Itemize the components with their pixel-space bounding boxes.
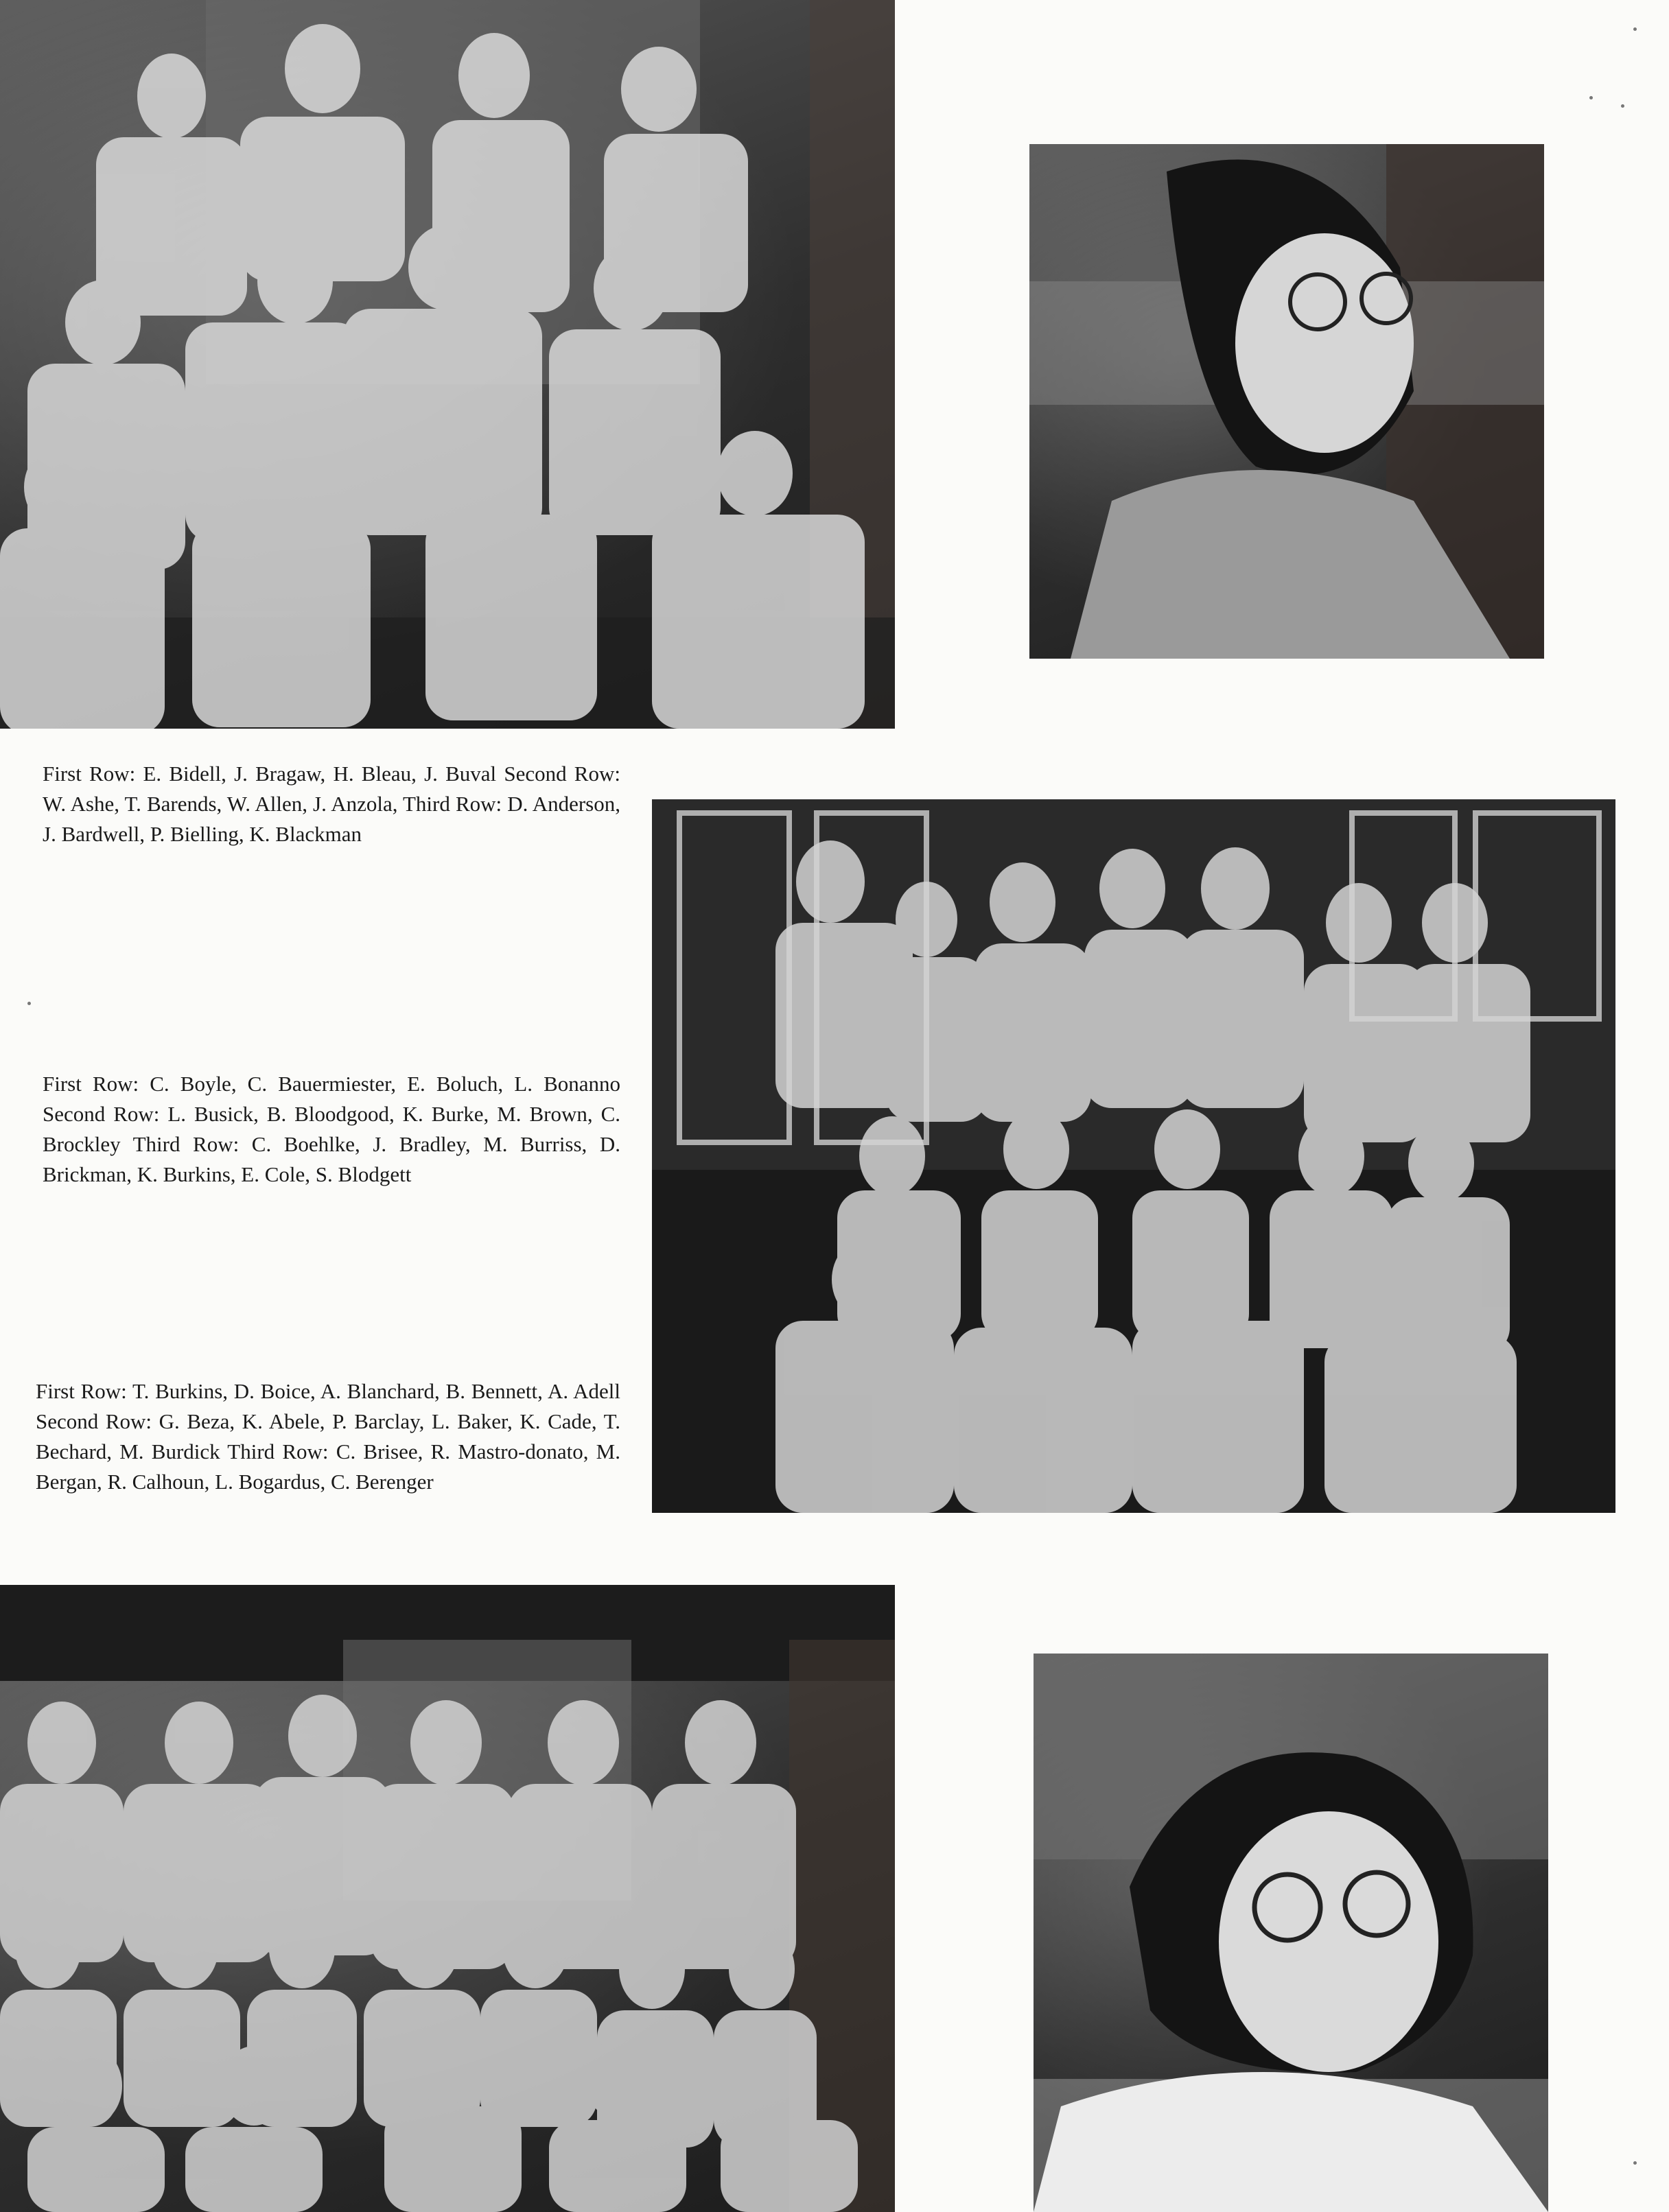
group-photo-2: [652, 799, 1615, 1513]
group-photo-3-figures: [0, 1585, 895, 2212]
group-photo-3: [0, 1585, 895, 2212]
scan-speck: [1621, 104, 1624, 108]
scan-speck: [1589, 96, 1593, 99]
group-photo-1-figures: [0, 0, 895, 729]
candid-photo-boy-glasses: [1029, 144, 1544, 659]
candid-photo-girl-glasses: [1034, 1654, 1548, 2212]
candid-photo-girl-glasses-figure: [1034, 1654, 1548, 2212]
scan-speck: [1633, 2161, 1637, 2165]
group-photo-1: [0, 0, 895, 729]
group-photo-2-figures: [652, 799, 1615, 1513]
candid-photo-boy-glasses-figure: [1029, 144, 1544, 659]
scan-speck: [27, 1002, 31, 1005]
caption-group-1: First Row: E. Bidell, J. Bragaw, H. Bleau, J. Buval Second Row: W. Ashe, T. Barends, W. Allen, J. Anzola, Third Row: D. Anderson, J. Bardwell, P. Bielling, K. Blackman: [43, 762, 620, 846]
scan-speck: [1633, 27, 1637, 31]
caption-group-3: First Row: T. Burkins, D. Boice, A. Blanchard, B. Bennett, A. Adell Second Row: G. Beza, K. Abele, P. Barclay, L. Baker, K. Cade, T. Bechard, M. Burdick Third Row: C. Brisee, R. Mastro-donato, M. Bergan, R. Calhoun, L. Bogardus, C. Berenger: [36, 1379, 620, 1494]
caption-group-2: First Row: C. Boyle, C. Bauermiester, E. Boluch, L. Bonanno Second Row: L. Busick, B. Bloodgood, K. Burke, M. Brown, C. Brockley Third Row: C. Boehlke, J. Bradley, M. Burriss, D. Brickman, K. Burkins, E. Cole, S. Blodgett: [43, 1072, 620, 1186]
